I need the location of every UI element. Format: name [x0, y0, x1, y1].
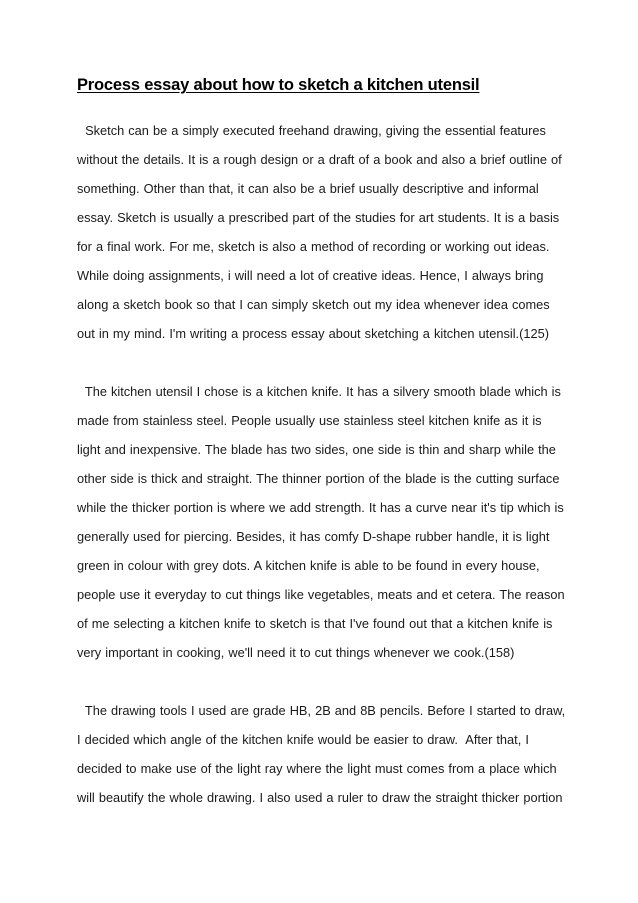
- paragraph-1-line-5: for a final work. For me, sketch is also a method of recording or working out ideas.: [77, 239, 550, 254]
- paragraph-1-line-2: without the details. It is a rough design or a draft of a book and also a brief outline of: [77, 152, 562, 167]
- paragraph-3-line-3: decided to make use of the light ray where the light must comes from a place which: [77, 761, 557, 776]
- paragraph-2-line-2: made from stainless steel. People usually use stainless steel kitchen knife as it is: [77, 413, 542, 428]
- page-title: Process essay about how to sketch a kitchen utensil: [77, 76, 480, 94]
- paragraph-2-line-6: generally used for piercing. Besides, it has comfy D-shape rubber handle, it is light: [77, 529, 550, 544]
- paragraph-2-line-8: people use it everyday to cut things like vegetables, meats and et cetera. The reason: [77, 587, 565, 602]
- paragraph-1-line-4: essay. Sketch is usually a prescribed part of the studies for art students. It is a basis: [77, 210, 560, 225]
- paragraph-1-line-7: along a sketch book so that I can simply sketch out my idea whenever idea comes: [77, 297, 550, 312]
- paragraph-1-line-6: While doing assignments, i will need a lot of creative ideas. Hence, I always bring: [77, 268, 544, 283]
- paragraph-1-line-3: something. Other than that, it can also be a brief usually descriptive and informal: [77, 181, 539, 196]
- paragraph-2-line-4: other side is thick and straight. The thinner portion of the blade is the cutting surface: [77, 471, 560, 486]
- paragraph-3-line-2: I decided which angle of the kitchen knife would be easier to draw. After that, I: [77, 732, 529, 747]
- paragraph-1-line-1: Sketch can be a simply executed freehand drawing, giving the essential features: [77, 123, 546, 138]
- paragraph-1-line-8: out in my mind. I'm writing a process essay about sketching a kitchen utensil.(125): [77, 326, 549, 341]
- paragraph-3-line-1: The drawing tools I used are grade HB, 2B and 8B pencils. Before I started to draw,: [77, 703, 566, 718]
- paragraph-3-line-4: will beautify the whole drawing. I also used a ruler to draw the straight thicker portion: [77, 790, 563, 805]
- paragraph-2-line-3: light and inexpensive. The blade has two sides, one side is thin and sharp while the: [77, 442, 556, 457]
- paragraph-2-line-7: green in colour with grey dots. A kitchen knife is able to be found in every house,: [77, 558, 540, 573]
- paragraph-2-line-5: while the thicker portion is where we add strength. It has a curve near it's tip which is: [77, 500, 564, 515]
- paragraph-2-line-9: of me selecting a kitchen knife to sketch is that I've found out that a kitchen knife is: [77, 616, 553, 631]
- paragraph-2-line-1: The kitchen utensil I chose is a kitchen knife. It has a silvery smooth blade which is: [77, 384, 561, 399]
- paragraph-2-line-10: very important in cooking, we'll need it to cut things whenever we cook.(158): [77, 645, 515, 660]
